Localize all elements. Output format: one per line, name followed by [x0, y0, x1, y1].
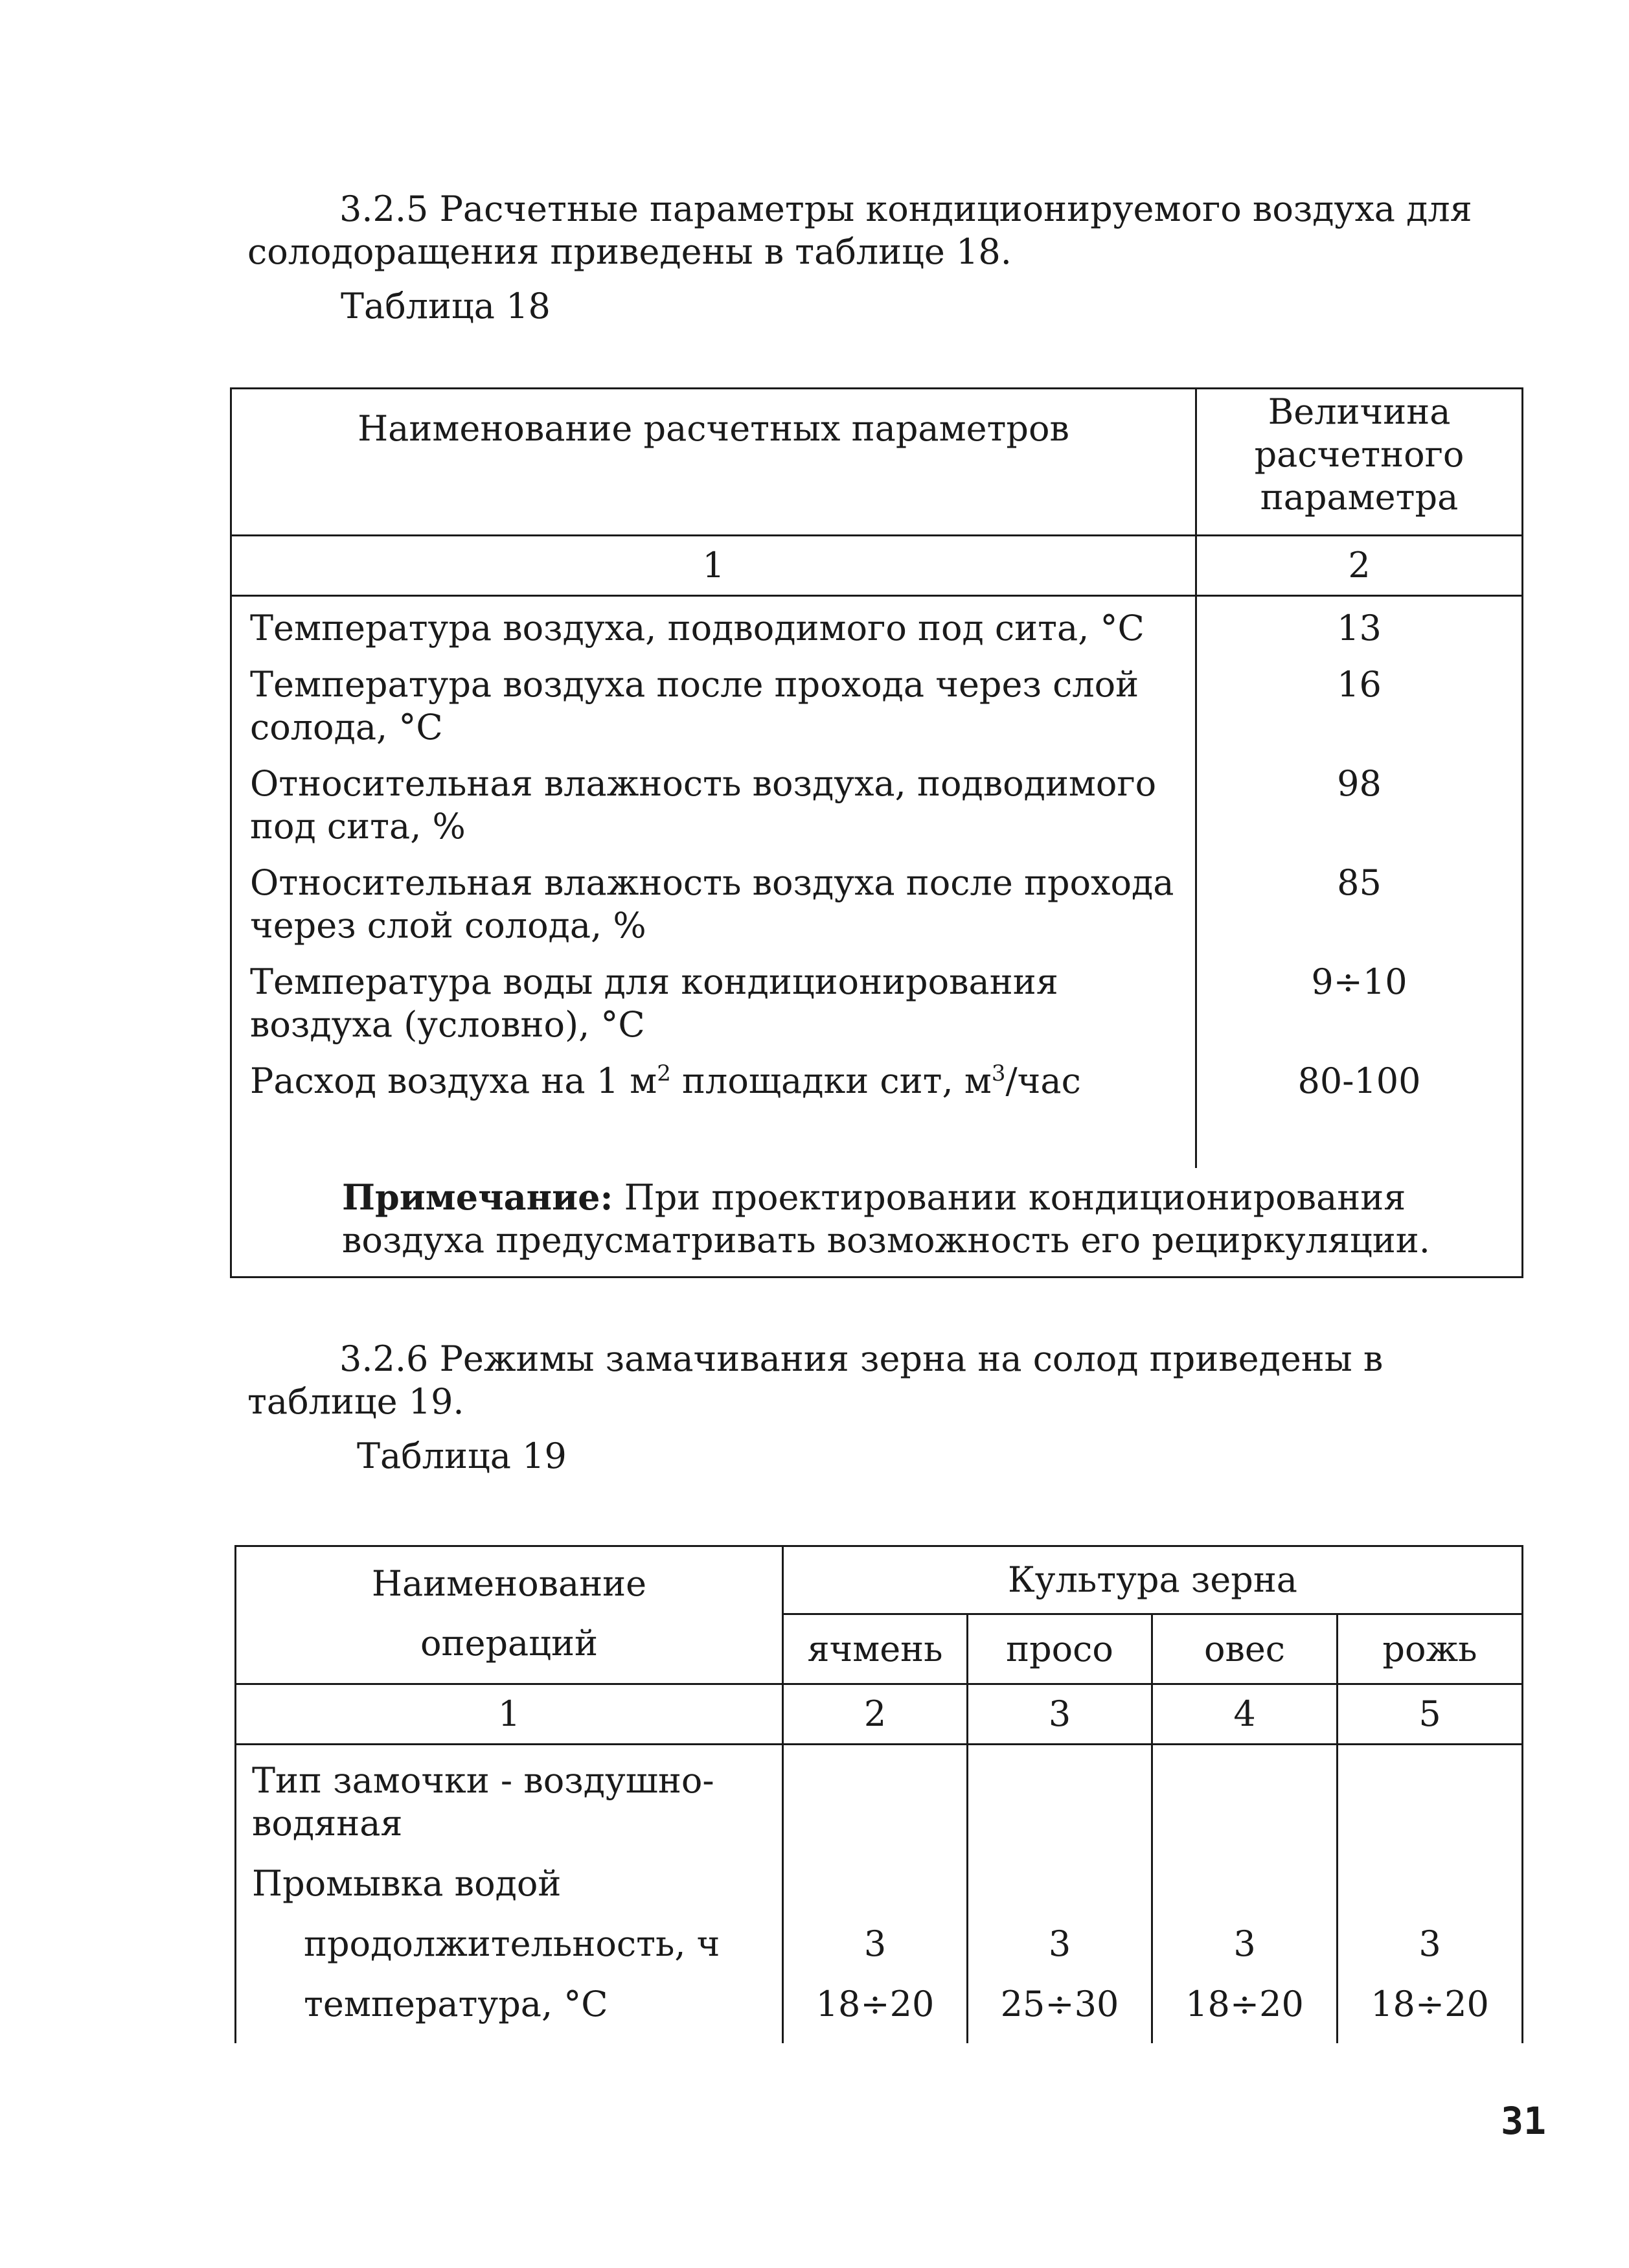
table-19-cell: [784, 1862, 966, 1905]
table-18-spacer: [1196, 1116, 1523, 1168]
table-18-parameter-names: [231, 596, 1196, 1117]
table-19-header-crop: овес: [1152, 1614, 1338, 1684]
table-19-col-number: 2: [783, 1684, 968, 1745]
table-18-row-value: 16: [1337, 664, 1382, 705]
table-18-row-name: Относительная влажность воздуха после прохода через слой солода, %: [250, 862, 1174, 946]
table-19-values-oats: [1152, 1745, 1338, 2044]
table-19-cell: [784, 1759, 966, 1845]
table-19-cell: 3: [1418, 1923, 1441, 1964]
table-19-cell: 25÷30: [1000, 1984, 1119, 2024]
table-19-cell: [968, 1862, 1151, 1905]
table-18-parameter-values: [1196, 596, 1523, 1117]
table-19-row-name: продолжительность, ч: [304, 1923, 720, 1964]
table-19-cell: 18÷20: [815, 1984, 935, 2024]
table-19-header-crop: ячмень: [783, 1614, 968, 1684]
table-19-header-culture: Культура зерна: [783, 1546, 1523, 1614]
table-18-note-text: При проектировании кондиционирования воздуха предусматривать возможность его рециркуляции.: [342, 1177, 1430, 1261]
table-19-header-crop: просо: [968, 1614, 1152, 1684]
table-19-values-millet: [968, 1745, 1152, 2044]
table-18-caption: Таблица 18: [341, 286, 551, 326]
table-19-cell: [1338, 1759, 1521, 1845]
table-19-operations: [236, 1745, 783, 2044]
table-19-cell: [968, 1759, 1151, 1845]
table-19-cell: [1153, 1759, 1336, 1845]
table-18-row-name: Температура воздуха после прохода через слой солода, °С: [250, 664, 1139, 748]
table-18-row-value: 98: [1337, 763, 1382, 804]
table-18: [230, 387, 1523, 1278]
table-19-header-operation-line1: Наименование: [371, 1563, 647, 1604]
table-19-cell: [1153, 1862, 1336, 1905]
table-18-col-number-2: 2: [1196, 536, 1523, 596]
table-19-values-rye: [1338, 1745, 1523, 2044]
table-19-header-crop: рожь: [1338, 1614, 1523, 1684]
table-19-cell: 18÷20: [1371, 1984, 1489, 2024]
table-19: [234, 1545, 1523, 2043]
table-19-col-number: 4: [1152, 1684, 1338, 1745]
table-19-row-name: Промывка водой: [252, 1863, 562, 1904]
table-19-caption: Таблица 19: [357, 1436, 567, 1476]
table-18-note: [231, 1168, 1523, 1277]
table-18-row-value: 80-100: [1297, 1060, 1421, 1101]
table-19-values-barley: [783, 1745, 968, 2044]
table-19-header-operation-line2: операций: [420, 1623, 598, 1664]
table-19-cell: 3: [1233, 1923, 1256, 1964]
table-18-header-value: Величина расчетного параметра: [1196, 389, 1523, 536]
table-18-spacer: [231, 1116, 1196, 1168]
section-3-2-6-paragraph: 3.2.6 Режимы замачивания зерна на солод приведены в таблице 19.: [247, 1338, 1384, 1422]
table-19-cell: 3: [863, 1923, 887, 1964]
page-number: 31: [1501, 2099, 1546, 2143]
table-18-row-value: 9÷10: [1311, 961, 1407, 1002]
table-19-cell: 3: [1048, 1923, 1071, 1964]
table-18-col-number-1: 1: [231, 536, 1196, 596]
table-18-row-value: 85: [1337, 862, 1382, 903]
table-19-row-name: температура, °С: [304, 1984, 608, 2024]
table-19-col-number: 5: [1338, 1684, 1523, 1745]
table-18-row-name: Температура воды для кондиционирования воздуха (условно), °С: [250, 961, 1058, 1045]
table-18-row-name: Температура воздуха, подводимого под сита, °С: [250, 608, 1145, 648]
table-18-row-name: Расход воздуха на 1 $м^2$ площадки сит, $м^3$/час: [250, 1060, 1081, 1101]
table-18-note-label: Примечание:: [342, 1176, 613, 1218]
table-19-header-operation: [236, 1546, 783, 1684]
table-19-cell: [1338, 1862, 1521, 1905]
table-19-col-number: 3: [968, 1684, 1152, 1745]
section-3-2-5-paragraph: 3.2.5 Расчетные параметры кондиционируемого воздуха для солодоращения приведены в таблице 18.: [247, 189, 1472, 272]
table-19-col-number: 1: [236, 1684, 783, 1745]
table-18-row-name: Относительная влажность воздуха, подводимого под сита, %: [250, 763, 1157, 847]
table-18-row-value: 13: [1337, 608, 1382, 648]
table-18-header-name: Наименование расчетных параметров: [231, 389, 1196, 536]
table-19-cell: 18÷20: [1185, 1984, 1304, 2024]
table-19-row-name: Тип замочки - воздушно-водяная: [252, 1760, 714, 1844]
